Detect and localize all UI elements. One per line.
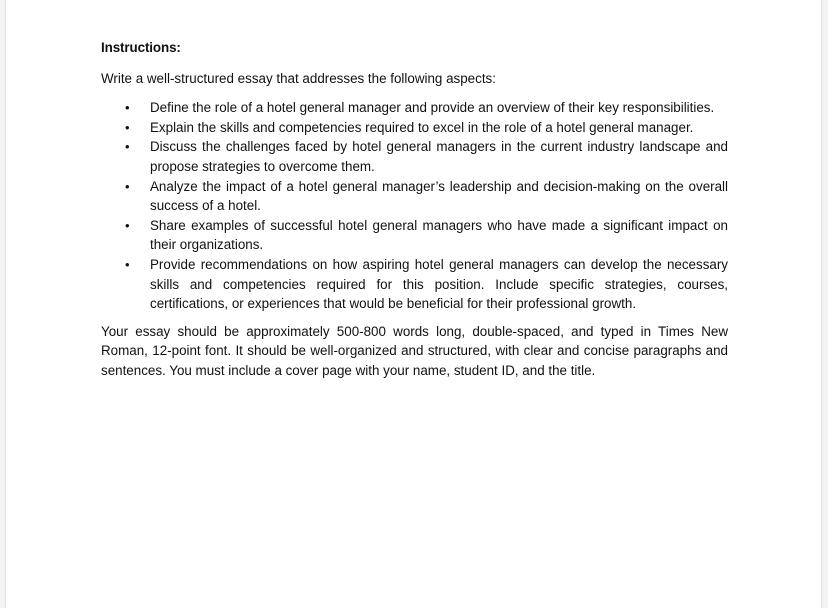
list-item-text: Provide recommendations on how aspiring hotel general managers can develop the necessary skills and competencies required for this position. Include specific strategies, courses, certifications, or experiences that would be beneficial for their professional growth.	[150, 256, 728, 312]
aspects-list	[101, 98, 728, 314]
intro-paragraph: Write a well-structured essay that addresses the following aspects:	[101, 70, 496, 86]
bullet-icon: •	[125, 178, 130, 194]
list-item	[101, 137, 728, 176]
bullet-icon: •	[125, 100, 130, 116]
list-item	[101, 255, 728, 314]
bullet-icon: •	[125, 217, 130, 233]
document-content	[101, 38, 728, 381]
list-item-text: Analyze the impact of a hotel general manager’s leadership and decision-making on the overall success of a hotel.	[150, 178, 728, 214]
instructions-heading: Instructions:	[101, 40, 181, 55]
bullet-icon: •	[125, 119, 130, 135]
list-item	[101, 216, 728, 255]
list-item	[101, 118, 728, 138]
list-item-text: Share examples of successful hotel general managers who have made a significant impact on their organizations.	[150, 217, 728, 253]
list-item	[101, 177, 728, 216]
document-page	[6, 0, 821, 608]
bullet-icon: •	[125, 256, 130, 272]
list-item	[101, 98, 728, 118]
list-item-text: Define the role of a hotel general manager and provide an overview of their key responsibilities.	[150, 100, 715, 116]
list-item-text: Explain the skills and competencies required to excel in the role of a hotel general manager.	[150, 119, 694, 135]
bullet-icon: •	[125, 139, 130, 155]
list-item-text: Discuss the challenges faced by hotel general managers in the current industry landscape and propose strategies to overcome them.	[150, 139, 728, 174]
closing-paragraph: Your essay should be approximately 500-800 words long, double-spaced, and typed in Times New Roman, 12-point font. It should be well-organized and structured, with clear and concise paragraphs and sentences. You must include a cover page with your name, student ID, and the title.	[101, 323, 728, 378]
